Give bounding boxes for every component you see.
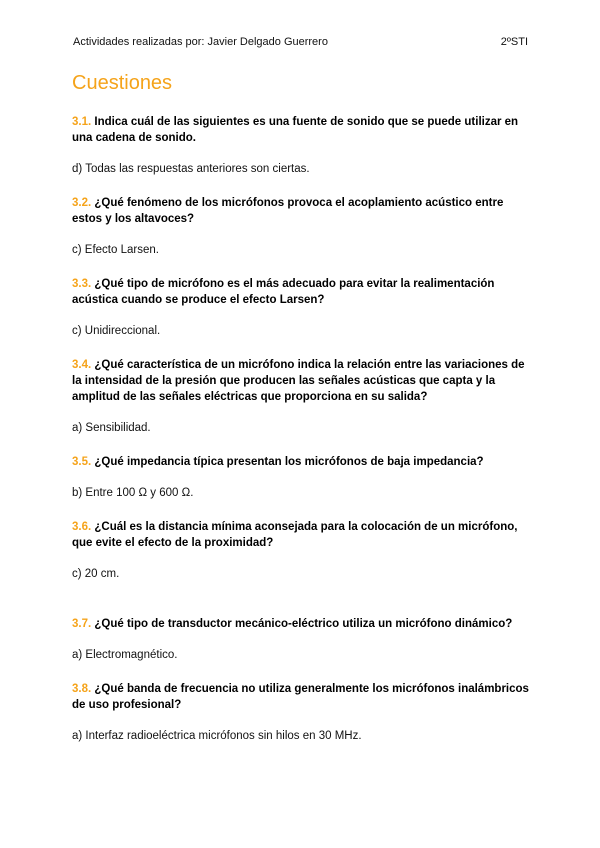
question-number: 3.6. [72, 521, 92, 533]
question-number: 3.5. [72, 456, 92, 468]
question-body: ¿Cuál es la distancia mínima aconsejada para la colocación de un micrófono, que evite el efecto de la proximidad? [72, 521, 518, 549]
question-number: 3.2. [72, 197, 92, 209]
question-body: ¿Qué tipo de transductor mecánico-eléctrico utiliza un micrófono dinámico? [94, 618, 513, 630]
question-item [72, 276, 532, 339]
question-text [72, 454, 532, 470]
page-title: Cuestiones [72, 72, 173, 94]
answer-text: c) Efecto Larsen. [72, 244, 159, 256]
question-text [72, 357, 532, 405]
question-item [72, 357, 532, 436]
question-text [72, 616, 532, 632]
question-item [72, 114, 532, 177]
question-item [72, 616, 532, 663]
question-body: ¿Qué banda de frecuencia no utiliza generalmente los micrófonos inalámbricos de uso profesional? [72, 683, 529, 711]
answer-text: b) Entre 100 Ω y 600 Ω. [72, 487, 194, 499]
question-body: ¿Qué fenómeno de los micrófonos provoca el acoplamiento acústico entre estos y los altavoces? [72, 197, 504, 225]
question-item [72, 454, 532, 501]
question-body: Indica cuál de las siguientes es una fuente de sonido que se puede utilizar en una cadena de sonido. [72, 116, 519, 144]
question-number: 3.7. [72, 618, 92, 630]
question-item [72, 195, 532, 258]
page-header [73, 36, 528, 48]
question-item [72, 519, 532, 582]
question-number: 3.4. [72, 359, 92, 371]
course-label: 2ºSTI [500, 36, 528, 48]
answer-text: a) Electromagnético. [72, 649, 178, 661]
question-body: ¿Qué característica de un micrófono indica la relación entre las variaciones de la intensidad de la presión que producen las señales acústicas que capta y la amplitud de las señales eléctricas que proporciona en su salida? [72, 359, 525, 403]
answer-text: d) Todas las respuestas anteriores son ciertas. [72, 163, 310, 175]
question-body: ¿Qué impedancia típica presentan los micrófonos de baja impedancia? [94, 456, 484, 468]
question-text [72, 195, 532, 227]
question-text [72, 681, 532, 713]
answer-text: c) Unidireccional. [72, 325, 161, 337]
question-number: 3.8. [72, 683, 92, 695]
question-text [72, 276, 532, 308]
answer-text: a) Interfaz radioeléctrica micrófonos sin hilos en 30 MHz. [72, 730, 362, 742]
question-list [72, 114, 532, 762]
question-number: 3.1. [72, 116, 92, 128]
question-text [72, 519, 532, 551]
question-text [72, 114, 532, 146]
question-body: ¿Qué tipo de micrófono es el más adecuado para evitar la realimentación acústica cuando se produce el efecto Larsen? [72, 278, 495, 306]
question-number: 3.3. [72, 278, 92, 290]
answer-text: a) Sensibilidad. [72, 422, 151, 434]
answer-text: c) 20 cm. [72, 568, 120, 580]
author-line: Actividades realizadas por: Javier Delgado Guerrero [73, 36, 328, 48]
question-item [72, 681, 532, 744]
